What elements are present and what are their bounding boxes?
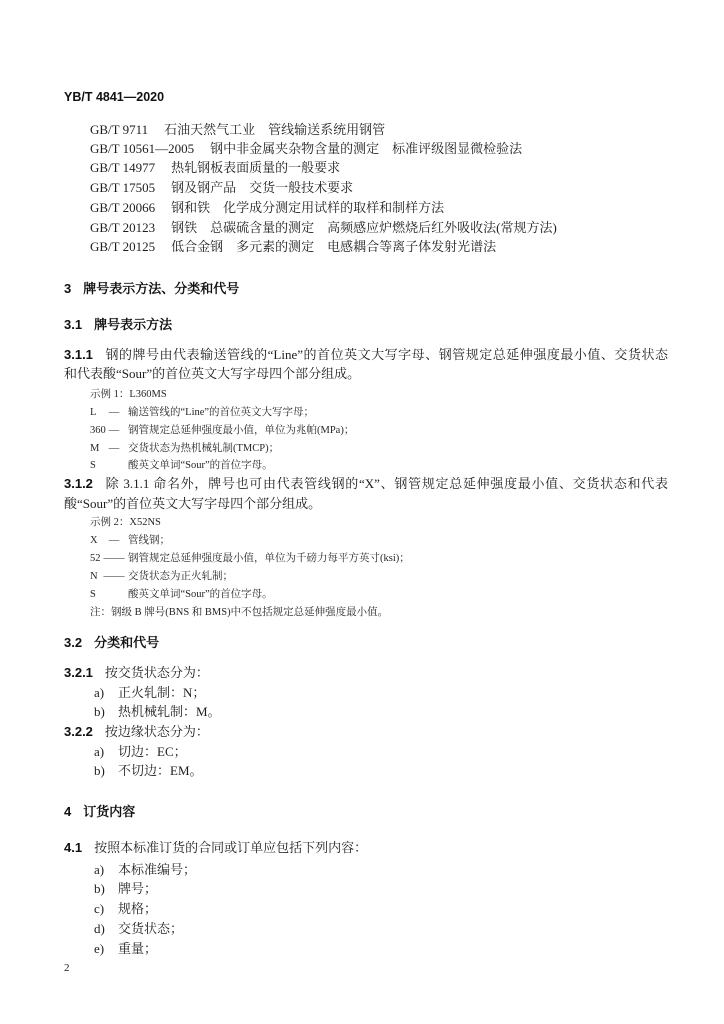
reference-entry (90, 159, 340, 177)
note-text: 钢级 B 牌号(BNS 和 BMS)中不包括规定总延伸强度最小值。 (111, 607, 389, 618)
example-item (90, 405, 650, 421)
example-label: 示例 2： (90, 517, 130, 528)
example-dash: —— (103, 571, 125, 582)
list-item-label: b) (94, 704, 105, 719)
clause-number: 4.1 (64, 840, 83, 855)
list-item-text: 重量； (118, 941, 158, 956)
clause-text: 除 3.1.1 命名外，牌号也可由代表管线钢的“X”、钢管规定总延伸强度最小值、交货状态和代表 (104, 476, 668, 491)
example-value: L360MS (129, 389, 167, 400)
example-symbol: L (90, 407, 97, 418)
reference-title: 钢中非金属夹杂物含量的测定 标准评级图显微检验法 (210, 141, 523, 156)
clause-text: 按照本标准订货的合同或订单应包括下列内容： (94, 840, 368, 855)
clause-3-1-2-continuation: 酸“Sour”的首位英文大写字母四个部分组成。 (64, 496, 322, 511)
example-item (90, 569, 650, 585)
section-number: 3 (64, 281, 72, 296)
example-item (90, 458, 650, 474)
example-dash: — (108, 535, 120, 546)
clause-number: 3.1.2 (64, 476, 93, 491)
clause-text: 按边缘状态分为： (104, 724, 209, 739)
list-item-text: 正火轧制：N； (118, 685, 206, 700)
reference-title: 钢及钢产品 交货一般技术要求 (171, 180, 354, 195)
reference-code: GB/T 9711 (90, 122, 149, 137)
standard-code-header: YB/T 4841—2020 (64, 90, 165, 104)
list-item-label: b) (94, 763, 105, 778)
example-description: 管线钢； (128, 535, 170, 546)
reference-entry (90, 238, 496, 256)
example-item (90, 551, 650, 567)
list-item (94, 684, 494, 702)
subsection-3-2-heading (64, 634, 159, 652)
example-symbol: S (90, 589, 96, 600)
section-number: 4 (64, 804, 72, 819)
section-title: 订货内容 (83, 804, 136, 819)
list-item-label: d) (94, 921, 105, 936)
reference-entry (90, 219, 557, 237)
list-item (94, 920, 494, 938)
example-symbol: 52 (90, 553, 101, 564)
example-item (90, 587, 650, 603)
example-description: 酸英文单词“Sour”的首位字母。 (128, 589, 273, 600)
note-label: 注： (90, 607, 111, 618)
reference-entry (90, 121, 385, 139)
clause-4-1 (64, 839, 367, 857)
list-item-text: 交货状态； (118, 921, 184, 936)
reference-code: GB/T 20066 (90, 200, 156, 215)
section-4-heading (64, 803, 135, 821)
example-description: 输送管线的“Line”的首位英文大写字母； (128, 407, 315, 418)
list-item (94, 743, 494, 761)
list-item (94, 703, 494, 721)
reference-title: 低合金钢 多元素的测定 电感耦合等离子体发射光谱法 (171, 239, 497, 254)
subsection-number: 3.2 (64, 635, 83, 650)
example-symbol: 360 (90, 425, 106, 436)
example-item (90, 533, 650, 549)
example-dash: — (108, 443, 120, 454)
reference-entry (90, 140, 522, 158)
reference-code: GB/T 10561—2005 (90, 141, 195, 156)
subsection-title: 分类和代号 (94, 635, 160, 650)
subsection-title: 牌号表示方法 (94, 317, 173, 332)
example-symbol: N (90, 571, 98, 582)
list-item-label: c) (94, 901, 105, 916)
subsection-number: 3.1 (64, 317, 83, 332)
note (90, 605, 388, 621)
list-item (94, 940, 494, 958)
reference-title: 热轧钢板表面质量的一般要求 (171, 160, 341, 175)
clause-3-2-2 (64, 723, 209, 741)
page-number: 2 (64, 962, 70, 974)
reference-title: 钢铁 总碳硫含量的测定 高频感应炉燃烧后红外吸收法(常规方法) (171, 220, 557, 235)
clause-number: 3.2.1 (64, 665, 93, 680)
reference-entry (90, 179, 353, 197)
subsection-3-1-heading (64, 316, 172, 334)
list-item (94, 900, 494, 918)
list-item-text: 牌号； (118, 881, 158, 896)
section-3-heading (64, 280, 239, 298)
list-item-label: a) (94, 862, 105, 877)
list-item (94, 880, 494, 898)
example-dash: —— (103, 553, 125, 564)
list-item-label: e) (94, 941, 105, 956)
list-item-label: a) (94, 744, 105, 759)
example-symbol: S (90, 460, 96, 471)
list-item-text: 本标准编号； (118, 862, 197, 877)
reference-code: GB/T 14977 (90, 160, 156, 175)
reference-entry (90, 199, 444, 217)
clause-number: 3.2.2 (64, 724, 93, 739)
example-2-heading (90, 515, 161, 531)
clause-3-2-1 (64, 664, 209, 682)
list-item-label: b) (94, 881, 105, 896)
example-item (90, 423, 650, 439)
example-description: 酸英文单词“Sour”的首位字母。 (128, 460, 273, 471)
example-1-heading (90, 387, 167, 403)
clause-number: 3.1.1 (64, 347, 93, 362)
list-item-text: 规格； (118, 901, 158, 916)
list-item-text: 切边：EC； (118, 744, 187, 759)
example-description: 交货状态为正火轧制； (128, 571, 233, 582)
list-item (94, 861, 494, 879)
list-item-text: 热机械轧制：M。 (118, 704, 221, 719)
example-description: 钢管规定总延伸强度最小值，单位为兆帕(MPa)； (128, 425, 355, 436)
example-dash: — (108, 425, 120, 436)
example-symbol: X (90, 535, 98, 546)
list-item (94, 762, 494, 780)
clause-text: 按交货状态分为： (104, 665, 209, 680)
example-value: X52NS (129, 517, 161, 528)
clause-3-1-1-line (64, 346, 668, 364)
list-item-text: 不切边：EM。 (118, 763, 203, 778)
example-label: 示例 1： (90, 389, 130, 400)
reference-code: GB/T 20123 (90, 220, 156, 235)
reference-title: 钢和铁 化学成分测定用试样的取样和制样方法 (171, 200, 445, 215)
clause-3-1-1-continuation: 和代表酸“Sour”的首位英文大写字母四个部分组成。 (64, 366, 361, 381)
clause-3-1-2-line (64, 475, 668, 493)
list-item-label: a) (94, 685, 105, 700)
example-dash: — (108, 407, 120, 418)
example-description: 交货状态为热机械轧制(TMCP)； (128, 443, 280, 454)
example-symbol: M (90, 443, 100, 454)
section-title: 牌号表示方法、分类和代号 (83, 281, 240, 296)
reference-title: 石油天然气工业 管线输送系统用钢管 (164, 122, 386, 137)
example-item (90, 441, 650, 457)
example-description: 钢管规定总延伸强度最小值，单位为千磅力每平方英寸(ksi)； (128, 553, 410, 564)
reference-code: GB/T 20125 (90, 239, 156, 254)
reference-code: GB/T 17505 (90, 180, 156, 195)
clause-text: 钢的牌号由代表输送管线的“Line”的首位英文大写字母、钢管规定总延伸强度最小值、交货状态 (104, 347, 668, 362)
